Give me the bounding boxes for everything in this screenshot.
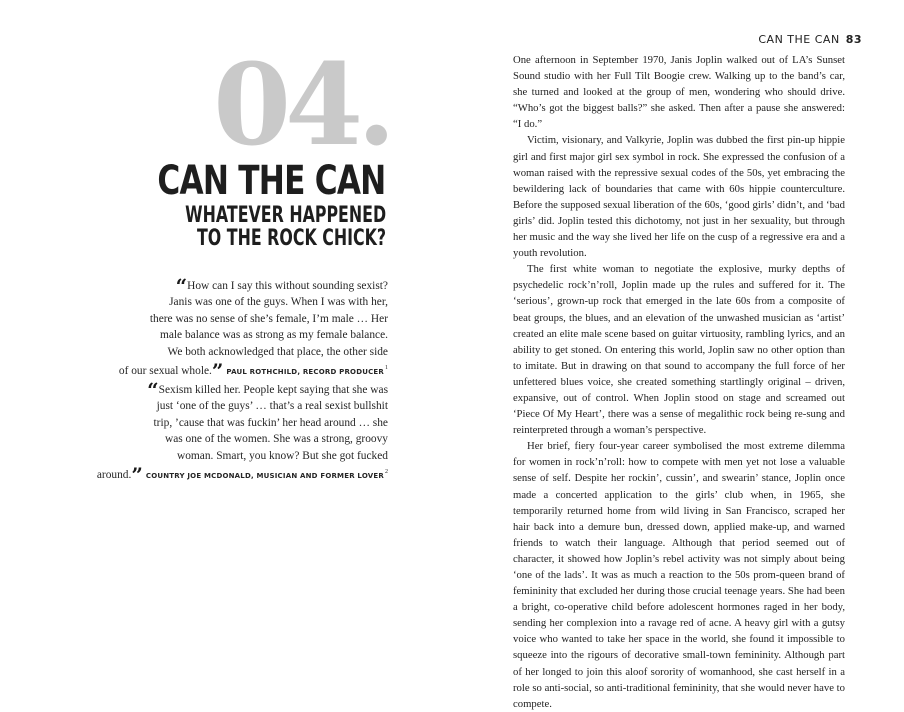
quote-line: of our sexual whole.” PAUL ROTHCHILD, RECORD PRODUCER$^1$ [118, 358, 388, 383]
body-paragraph: Victim, visionary, and Valkyrie, Joplin was dubbed the first pin-up hippie girl and first major girl sex symbol in rock. She expressed the confusion of a woman raised with the repressive sexual codes of the 50s, yet embracing the bewildering lack of boundaries that came with 60s hippie counterculture. Before the supposed sexual liberation of the 60s, ‘good girls’ didn’t, and ‘bad girls’ did. Joplin tested this dichotomy, not just in her sexuality, but through her music and the way she lived her life on the cusp of a regressive era and a youth revolution. [513, 134, 845, 260]
quote-line: “How can I say this without sounding sexist? [175, 274, 388, 298]
footnote-marker: 2 [385, 469, 388, 476]
quote-line: around.” COUNTRY JOE MCDONALD, MUSICIAN AND FORMER LOVER$^2$ [96, 462, 388, 487]
page-number: 83 [845, 33, 862, 46]
quote-line: there was no sense of she’s female, I’m male … Her [149, 312, 388, 325]
body-paragraph: The first white woman to negotiate the explosive, murky depths of psychedelic rock’n’roll, Joplin made up the rules and suffered for it. The ‘serious’, grown-up rock that emerged in the late 60s from a composite of beat groups, the blues, and an elevation of the unwashed musician as ‘artist’ created an elite male scene based on guitar virtuosity, rambling lyrics, and an ability to get stoned. On entering this world, Joplin saw no other option than to imitate. But in drawing on that sound to accompany the full force of her unfettered blues voice, she created something startlingly original – driven, expansive, out of control. When Joplin stood on stage and screamed out ‘Piece Of My Heart’, there was a sense of megalithic rock being re-sung and reinterpreted through a woman’s perspective. [513, 263, 845, 437]
chapter-title: CAN THE CAN [157, 158, 386, 204]
body-paragraph: Her brief, fiery four-year career symbolised the most extreme dilemma for women in rock’n’roll: how to compete with men yet not lose a valuable sense of self. Despite her rockin’, cussin’, and swearin’ stance, Joplin once made a concerted application to the girls’ club when, in 1965, she temporarily returned home from wild living in San Francisco, scraped her hair back into a demure bun, dressed down, applied make-up, and warned friends to watch their language. Although that period seemed out of character, it showed how Joplin’s rebel activity was not simply about being ‘one of the lads’. It was as much a reaction to the 50s prom-queen brand of femininity that excluded her during those crucial teenage years. She had been a bright, co-operative child before adolescent hormones raged in her body, sending her complexion into a ravage red of acne. A heavy girl with a gutsy voice who wanted to take her space in the world, she found it impossible to squeeze into the rigours of decorative small-town femininity. Although part of her longed to join this aloof sorority of womanhood, she cast herself in a role so anti-social, so anti-traditional femininity, that she would never have to compete. [513, 440, 845, 710]
chapter-subtitle-line: WHATEVER HAPPENED [185, 203, 386, 228]
quote-line: just ‘one of the guys’ … that’s a real sexist bullshit [156, 400, 388, 413]
close-quote-mark: ” [211, 358, 224, 383]
quote-attribution: PAUL ROTHCHILD, RECORD PRODUCER [226, 367, 384, 376]
open-quote-mark: “ [175, 274, 188, 298]
open-quote-mark: “ [147, 378, 159, 402]
footnote-marker: 1 [385, 365, 388, 372]
running-head [732, 33, 862, 46]
quote-line: Janis was one of the guys. When I was with her, [169, 296, 388, 309]
epigraph-quote [96, 378, 388, 487]
chapter-subtitle-line: TO THE ROCK CHICK? [196, 226, 386, 251]
close-quote-mark: ” [131, 462, 143, 487]
chapter-number: 04. [213, 40, 390, 171]
running-head-title: CAN THE CAN [758, 33, 840, 46]
chapter-subtitle [185, 204, 386, 250]
quote-line: was one of the women. She was a strong, groovy [164, 433, 388, 446]
epigraph-quote [118, 274, 388, 383]
quote-line: trip, ’cause that was fuckin’ her head around … she [153, 416, 388, 429]
body-paragraph: One afternoon in September 1970, Janis Joplin walked out of LA’s Sunset Sound studio with her Full Tilt Boogie crew. Walking up to the band’s car, she turned and looked at the group of men, wondering who should drive. “Who’s got the biggest balls?” she asked. Then after a pause she answered: “I do.” [513, 54, 845, 131]
quote-line: We both acknowledged that place, the other side [167, 345, 388, 358]
quote-line: male balance was as strong as my female balance. [159, 329, 388, 342]
body-text [513, 52, 845, 712]
quote-line: “Sexism killed her. People kept saying that she was [147, 378, 388, 402]
quote-line: woman. Smart, you know? But she got fucked [176, 449, 388, 462]
quote-attribution: COUNTRY JOE MCDONALD, MUSICIAN AND FORMER LOVER [145, 471, 384, 480]
